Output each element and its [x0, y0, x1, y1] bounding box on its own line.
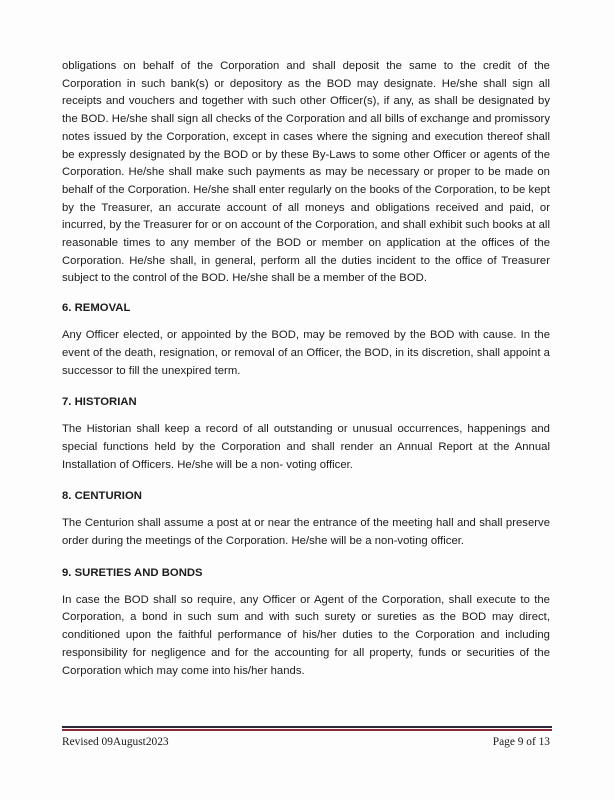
section-heading-historian: 7. HISTORIAN [62, 396, 137, 409]
section-body-removal: Any Officer elected, or appointed by the BOD, may be removed by the BOD with cause. In the event of the death, resignation, or removal of an Officer, the BOD, in its discretion, shall appoint a successor to fill the unexpired term. [62, 329, 550, 377]
footer-rule-accent [62, 729, 552, 731]
section-body-sureties-and-bonds: In case the BOD shall so require, any Officer or Agent of the Corporation, shall execute to the Corporation, a bond in such sum and with such surety or sureties as the BOD may direct, conditioned upon the faithful performance of his/her duties to the Corporation and including responsibility for negligence and for the accounting for all property, funds or securities of the Corporation which may come into his/her hands. [62, 593, 550, 677]
section-body-centurion: The Centurion shall assume a post at or near the entrance of the meeting hall and shall preserve order during the meetings of the Corporation. He/she will be a non-voting officer. [62, 517, 550, 548]
section-body-historian: The Historian shall keep a record of all outstanding or unusual occurrences, happenings and special functions held by the Corporation and shall render an Annual Report at the Annual Installation of Officers. He/she will be a non- voting officer. [62, 423, 550, 471]
section-heading-removal: 6. REMOVAL [62, 302, 131, 315]
footer-rule-dark [62, 726, 552, 728]
page-number: Page 9 of 13 [492, 736, 550, 748]
section-heading-centurion: 8. CENTURION [62, 490, 142, 503]
continuation-paragraph: obligations on behalf of the Corporation and shall deposit the same to the credit of the Corporation in such bank(s) or depository as the BOD may designate. He/she shall sign all receipts and vouchers and together with such other Officer(s), if any, as shall be designated by the BOD. He/she shall sign all checks of the Corporation and all bills of exchange and promissory notes issued by the Corporation, except in cases where the signing and execution thereof shall be expressly designated by the BOD or by these By-Laws to some other Officer or agents of the Corporation. He/she shall make such payments as may be necessary or proper to be made on behalf of the Corporation. He/she shall enter regularly on the books of the Corporation, to be kept by the Treasurer, an accurate account of all moneys and obligations received and paid, or incurred, by the Treasurer for or on account of the Corporation, and shall exhibit such books at all reasonable times to any member of the BOD or member on application at the offices of the Corporation. He/she shall, in general, perform all the duties incident to the office of Treasurer subject to the control of the BOD. He/she shall be a member of the BOD. [62, 60, 550, 285]
document-body [62, 58, 550, 694]
section-heading-sureties-and-bonds: 9. SURETIES AND BONDS [62, 566, 203, 579]
footer-rule [62, 726, 552, 732]
revision-date: Revised 09August2023 [62, 736, 169, 748]
